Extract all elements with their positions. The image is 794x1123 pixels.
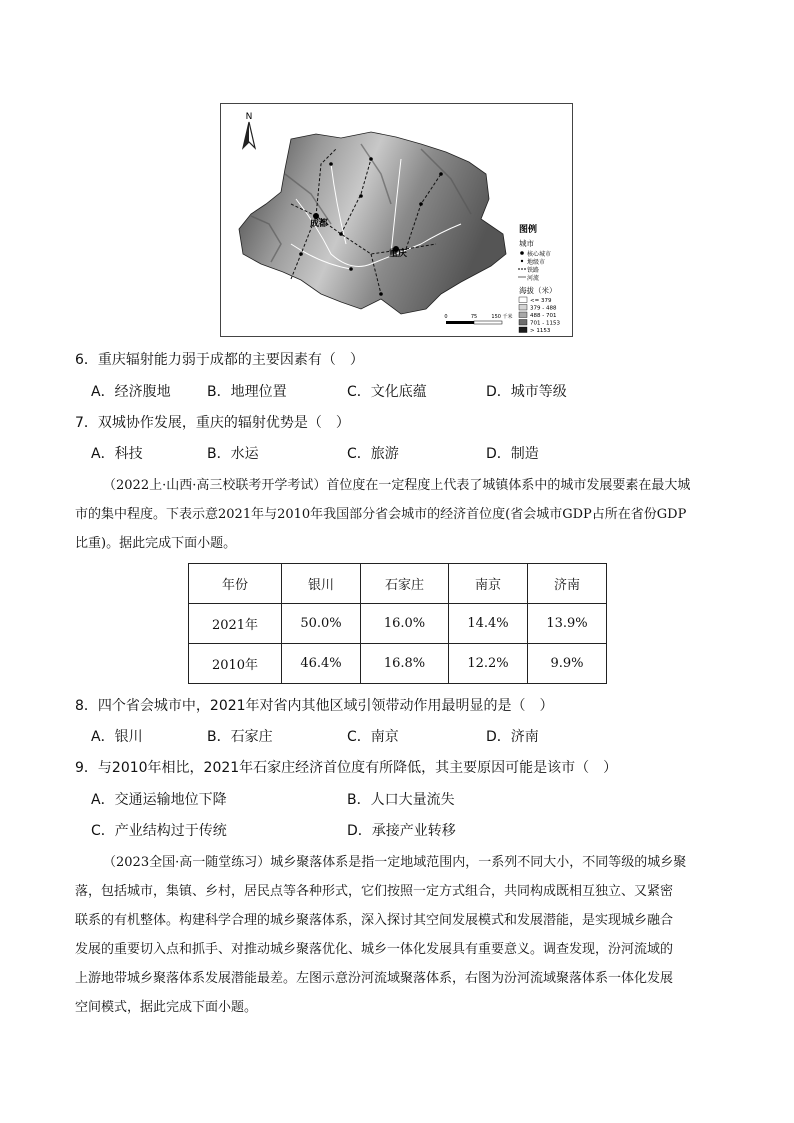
intro1-line-1: （2022上·山西·高三校联考开学考试）首位度在一定程度上代表了城镇体系中的城市发展要素在最大城 <box>103 478 691 493</box>
intro-paragraph-1 <box>75 471 725 558</box>
q8-option-c[interactable]: C．南京 <box>347 729 399 745</box>
cell: 46.4% <box>282 644 361 684</box>
cell: 2010年 <box>189 644 282 684</box>
q6-option-b[interactable]: B．地理位置 <box>207 384 287 400</box>
q8-option-a[interactable]: A．银川 <box>91 729 143 745</box>
chengyu-map <box>221 104 572 336</box>
q6-option-c[interactable]: C．文化底蕴 <box>347 384 427 400</box>
question-9: 9．与2010年相比，2021年石家庄经济首位度有所降低，其主要原因可能是该市（ ） <box>75 760 618 776</box>
table-row <box>189 604 607 644</box>
q9-option-a[interactable]: A．交通运输地位下降 <box>91 792 227 808</box>
north-label: N <box>245 112 253 122</box>
q9-option-c[interactable]: C．产业结构过于传统 <box>91 823 227 839</box>
chengdu-label: 成都 <box>310 219 329 229</box>
altitude-swatch <box>519 297 527 303</box>
altitude-swatch <box>519 327 527 333</box>
scale-bar <box>444 313 512 324</box>
legend-core-city: 核心城市 <box>527 251 552 258</box>
q8-option-d[interactable]: D．济南 <box>486 729 539 745</box>
header-nanjing: 南京 <box>449 564 528 604</box>
intro-paragraph-2 <box>75 848 725 1022</box>
map-figure <box>220 103 573 337</box>
intro2-line-3: 联系的有机整体。构建科学合理的城乡聚落体系，深入探讨其空间发展模式和发展潜能，是实现城乡融合 <box>75 913 674 928</box>
question-8: 8．四个省会城市中，2021年对省内其他区域引领带动作用最明显的是（ ） <box>75 698 554 714</box>
header-jinan: 济南 <box>528 564 607 604</box>
intro1-line-3: 比重)。据此完成下面小题。 <box>75 536 237 551</box>
scale-tick-0: 0 <box>444 314 448 320</box>
altitude-range-label: 379 - 488 <box>530 305 557 312</box>
question-7: 7．双城协作发展，重庆的辐射优势是（ ） <box>75 415 350 431</box>
altitude-range-label: > 1153 <box>530 328 551 334</box>
legend-river: 河流 <box>527 275 540 282</box>
legend-prefecture-city: 地级市 <box>527 259 546 266</box>
legend-altitude-heading: 海拔（米） <box>519 286 557 295</box>
cell: 9.9% <box>528 644 607 684</box>
altitude-range-label: 701 - 1153 <box>530 320 560 327</box>
q9-option-d[interactable]: D．承接产业转移 <box>347 823 456 839</box>
intro2-line-2: 落，包括城市，集镇、乡村，居民点等各种形式，它们按照一定方式组合，共同构成既相互独立、又紧密 <box>75 884 674 899</box>
cell: 16.0% <box>361 604 449 644</box>
prefecture-city-symbol-icon <box>521 260 523 262</box>
q6-option-d[interactable]: D．城市等级 <box>486 384 567 400</box>
cell: 12.2% <box>449 644 528 684</box>
q8-option-b[interactable]: B．石家庄 <box>207 729 273 745</box>
intro2-line-5: 上游地带城乡聚落体系发展潜能最差。左图示意汾河流域聚落体系，右图为汾河流域聚落体系一体化发展 <box>75 971 674 986</box>
intro1-line-2: 市的集中程度。下表示意2021年与2010年我国部分省会城市的经济首位度(省会城市GDP占所在省份GDP <box>75 507 687 522</box>
q7-option-a[interactable]: A．科技 <box>91 446 143 462</box>
map-legend <box>518 223 560 334</box>
gdp-primacy-table <box>188 563 607 684</box>
core-city-symbol-icon <box>520 251 524 255</box>
question-6: 6．重庆辐射能力弱于成都的主要因素有（ ） <box>75 352 364 368</box>
q7-option-d[interactable]: D．制造 <box>486 446 539 462</box>
north-arrow-icon <box>243 112 255 148</box>
altitude-legend <box>519 297 560 334</box>
altitude-range-label: <= 379 <box>530 298 552 304</box>
altitude-swatch <box>519 312 527 318</box>
legend-city-heading: 城市 <box>519 239 534 248</box>
cell: 2021年 <box>189 604 282 644</box>
header-yinchuan: 银川 <box>282 564 361 604</box>
scale-tick-1: 75 <box>470 314 478 320</box>
cell: 16.8% <box>361 644 449 684</box>
scale-tick-2: 150 千米 <box>491 314 513 320</box>
chongqing-label: 重庆 <box>389 249 408 259</box>
legend-title: 图例 <box>519 225 538 235</box>
altitude-range-label: 488 - 701 <box>530 313 557 319</box>
table-row <box>189 644 607 684</box>
cell: 14.4% <box>449 604 528 644</box>
intro2-line-4: 发展的重要切入点和抓手、对推动城乡聚落优化、城乡一体化发展具有重要意义。调查发现，汾河流域的 <box>75 942 674 957</box>
altitude-swatch <box>519 320 527 326</box>
q6-option-a[interactable]: A．经济腹地 <box>91 384 171 400</box>
table-header-row <box>189 564 607 604</box>
legend-railway: 铁路 <box>527 267 540 274</box>
cell: 13.9% <box>528 604 607 644</box>
intro2-line-1: （2023全国·高一随堂练习）城乡聚落体系是指一定地域范围内，一系列不同大小，不同等级的城乡聚 <box>103 855 687 870</box>
intro2-line-6: 空间模式，据此完成下面小题。 <box>75 1000 258 1015</box>
q9-option-b[interactable]: B．人口大量流失 <box>347 792 455 808</box>
header-shijiazhuang: 石家庄 <box>361 564 449 604</box>
q7-option-b[interactable]: B．水运 <box>207 446 259 462</box>
cell: 50.0% <box>282 604 361 644</box>
header-year: 年份 <box>189 564 282 604</box>
altitude-swatch <box>519 305 527 311</box>
q7-option-c[interactable]: C．旅游 <box>347 446 399 462</box>
